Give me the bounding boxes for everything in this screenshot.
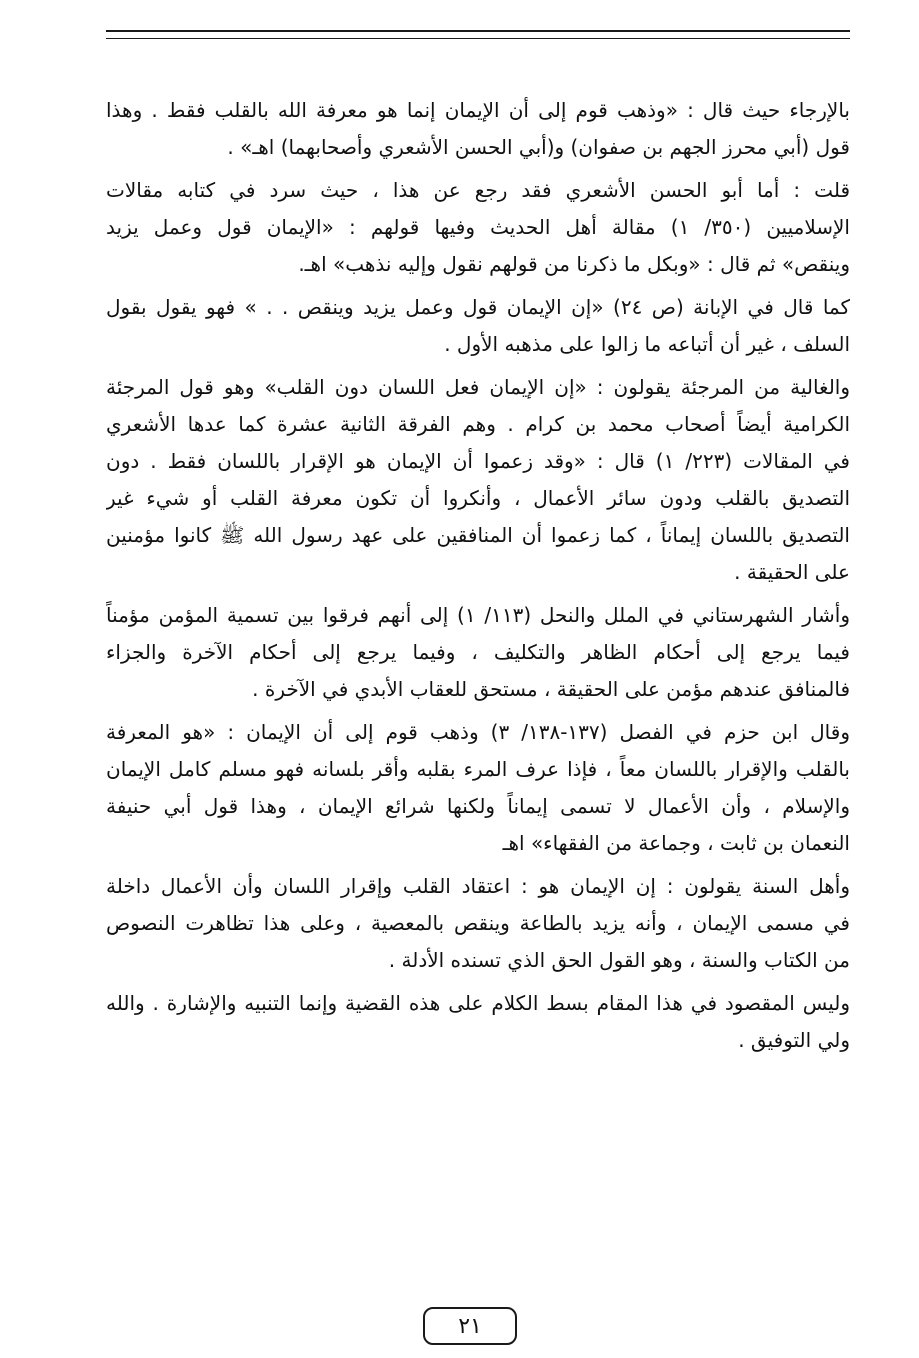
paragraph bbox=[106, 597, 850, 708]
page-number: ٢١ bbox=[423, 1307, 517, 1345]
paragraph bbox=[106, 289, 850, 363]
text-line: بالقلب والإقرار باللسان معاً ، فإذا عرف المرء بقلبه وأقر بلسانه فهو مسلم كامل الإيمان bbox=[106, 757, 850, 781]
text-line: قلت : أما أبو الحسن الأشعري فقد رجع عن هذا ، حيث سرد في كتابه مقالات bbox=[106, 178, 850, 202]
header-rule-top bbox=[106, 30, 850, 32]
text-line: والإسلام ، وأن الأعمال لا تسمى إيماناً ولكنها شرائع الإيمان ، وهذا قول أبي حنيفة bbox=[106, 794, 850, 818]
text-line: فالمنافق عندهم مؤمن على الحقيقة ، مستحق للعقاب الأبدي في الآخرة . bbox=[252, 677, 850, 701]
text-line: وليس المقصود في هذا المقام بسط الكلام على هذه القضية وإنما التنبيه والإشارة . والله bbox=[106, 991, 850, 1015]
text-line: على الحقيقة . bbox=[734, 560, 850, 584]
text-line: كما قال في الإبانة (ص ٢٤) «إن الإيمان قول وعمل يزيد وينقص . . » فهو يقول بقول bbox=[106, 295, 850, 319]
text-line: بالإرجاء حيث قال : «وذهب قوم إلى أن الإيمان إنما هو معرفة الله بالقلب فقط . وهذا bbox=[106, 98, 850, 122]
text-line: السلف ، غير أن أتباعه ما زالوا على مذهبه الأول . bbox=[444, 332, 850, 356]
text-line: ولي التوفيق . bbox=[738, 1028, 850, 1052]
text-line: التصديق بالقلب ودون سائر الأعمال ، وأنكروا أن تكون معرفة القلب أو شيء غير bbox=[106, 486, 850, 510]
text-line: وينقص» ثم قال : «وبكل ما ذكرنا من قولهم نقول وإليه نذهب» اهـ. bbox=[298, 252, 850, 276]
text-line: وقال ابن حزم في الفصل (١٣٧-١٣٨/ ٣) وذهب قوم إلى أن الإيمان : «هو المعرفة bbox=[106, 720, 850, 744]
text-line: فيما يرجع إلى أحكام الظاهر والتكليف ، وفيما يرجع إلى أحكام الآخرة والجزاء bbox=[106, 640, 850, 664]
paragraph bbox=[106, 369, 850, 591]
text-line: وأشار الشهرستاني في الملل والنحل (١١٣/ ١) إلى أنهم فرقوا بين تسمية المؤمن مؤمناً bbox=[106, 603, 850, 627]
text-line: وأهل السنة يقولون : إن الإيمان هو : اعتقاد القلب وإقرار اللسان وأن الأعمال داخلة bbox=[106, 874, 850, 898]
page-body bbox=[106, 92, 850, 1065]
header-rule-bottom bbox=[106, 38, 850, 39]
text-line: قول (أبي محرز الجهم بن صفوان) و(أبي الحسن الأشعري وأصحابهما) اهـ» . bbox=[227, 135, 850, 159]
text-line: في المقالات (٢٢٣/ ١) قال : «وقد زعموا أن الإيمان هو الإقرار باللسان فقط . دون bbox=[106, 449, 850, 473]
paragraph bbox=[106, 714, 850, 862]
paragraph bbox=[106, 868, 850, 979]
text-line: في مسمى الإيمان ، وأنه يزيد بالطاعة وينقص بالمعصية ، وعلى هذا تظاهرت النصوص bbox=[106, 911, 850, 935]
text-line: الإسلاميين (٣٥٠/ ١) مقالة أهل الحديث وفيها قولهم : «الإيمان قول وعمل يزيد bbox=[106, 215, 850, 239]
paragraph bbox=[106, 985, 850, 1059]
text-line: النعمان بن ثابت ، وجماعة من الفقهاء» اهـ bbox=[502, 831, 850, 855]
text-line: من الكتاب والسنة ، وهو القول الحق الذي تسنده الأدلة . bbox=[388, 948, 850, 972]
text-line: الكرامية أيضاً أصحاب محمد بن كرام . وهم الفرقة الثانية عشرة كما عدها الأشعري bbox=[106, 412, 850, 436]
text-line: التصديق باللسان إيماناً ، كما زعموا أن المنافقين على عهد رسول الله ﷺ كانوا مؤمنين bbox=[106, 523, 850, 547]
paragraph bbox=[106, 92, 850, 166]
paragraph bbox=[106, 172, 850, 283]
text-line: والغالية من المرجئة يقولون : «إن الإيمان فعل اللسان دون القلب» وهو قول المرجئة bbox=[106, 375, 850, 399]
